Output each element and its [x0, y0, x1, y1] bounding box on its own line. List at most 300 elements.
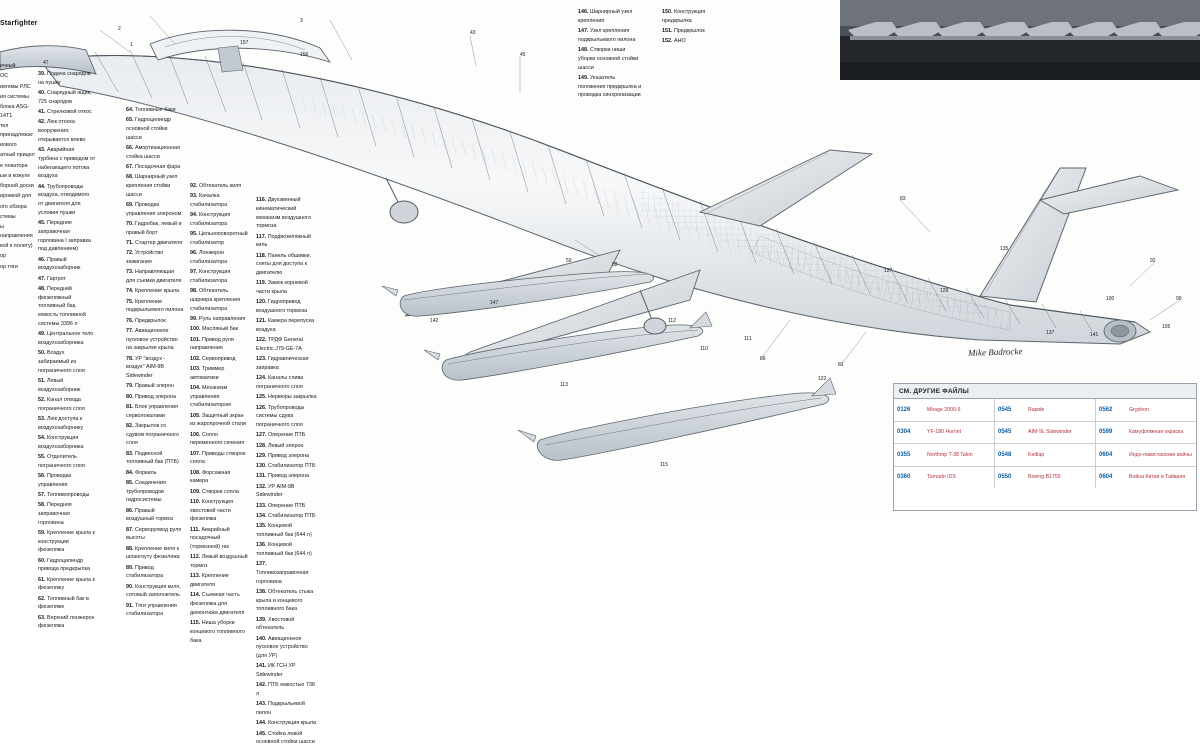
list-item-label: Нервюры закрылка [266, 394, 317, 401]
list-item [256, 355, 318, 373]
list-item: тел принадлежат [0, 123, 34, 138]
list-item-label: Форкиль [133, 469, 157, 476]
list-item-number: 151. [662, 28, 673, 34]
list-item [126, 526, 184, 544]
callout-number: 45 [520, 52, 526, 58]
list-item-label: Направляющая для съемки двигателя [126, 269, 182, 284]
table-row[interactable] [894, 422, 1196, 445]
list-item-number: 147. [578, 28, 589, 34]
list-item-label: Узел крепления подкрыльевого пилона [578, 28, 636, 43]
list-item-label: Канал отвода пограничного слоя [38, 396, 85, 412]
callout-number: 110 [700, 346, 708, 352]
list-item-label: Стабилизатор ПТБ [266, 463, 316, 469]
table-body [894, 399, 1196, 488]
file-name: Boeing B1755 [1028, 474, 1061, 481]
list-item-number: 105. [190, 412, 201, 419]
list-item-number: 138. [256, 588, 267, 595]
list-item-label: Отделитель пограничного слоя [38, 453, 85, 469]
list-item-number: 60. [38, 557, 46, 564]
list-item: ечный [0, 63, 16, 69]
list-item-label: Проводка управления [38, 472, 72, 488]
list-item-number: 85. [126, 479, 134, 486]
list-item-label: Аварийная турбина с приводом от набегающего потока воздуха [38, 147, 96, 180]
list-item-number: 114. [190, 592, 201, 599]
list-item [126, 545, 184, 563]
photo-inset [839, 0, 1200, 80]
list-item: иегемы РЛС [0, 83, 31, 90]
list-item-number: 83. [126, 450, 134, 457]
list-item-number: 42. [38, 119, 46, 126]
list-item-number: 139. [256, 616, 267, 623]
list-item-number: 67. [126, 164, 134, 170]
table-cell[interactable] [894, 399, 994, 421]
list-item-label: Верхний лонжерон фюзеляжа [38, 614, 95, 630]
list-item [190, 315, 248, 324]
callout-number: 43 [470, 30, 476, 36]
list-item-number: 61. [38, 576, 46, 583]
list-item-number: 133. [256, 502, 267, 509]
list-item-number: 106. [190, 431, 201, 438]
list-item [190, 431, 248, 449]
list-item: ыи в кожухе [0, 172, 31, 179]
list-item-label: Гидробак, левый и правый борт [126, 221, 182, 236]
list-item-number: 50. [38, 350, 46, 356]
list-item-number: 93. [190, 193, 198, 200]
list-item [38, 557, 96, 575]
list-item-number: 123. [256, 356, 267, 363]
list-item-label: Трубопроводы системы сдува пограничного слоя [256, 404, 305, 428]
list-item [256, 336, 318, 354]
list-item: ор тяги [0, 263, 18, 270]
list-item-number: 134. [256, 512, 267, 519]
file-code: 0126 [897, 406, 911, 413]
list-item-number: 51. [38, 377, 46, 384]
list-item-label: Стабилизатор ПТБ [266, 512, 316, 519]
list-item [126, 403, 184, 421]
list-item [126, 220, 184, 238]
file-name: AIM-9L Sidewinder [1028, 429, 1072, 436]
list-item-label: Обтекатель шарнира крепления стабилизатора [190, 288, 241, 312]
list-item-label: Гидроцилиндр основной стойки шасси [126, 117, 172, 141]
list-item-label: Снарядный ящик, 725 снарядов [38, 90, 92, 105]
list-item-label: Створки сопла [200, 488, 239, 495]
list-item-label: Предкрылок [133, 317, 166, 324]
list-item-label: Крепление крыла к конструкции фюзеляжа [38, 529, 95, 554]
list-item-number: 94. [190, 212, 198, 219]
list-item-number: 65. [126, 117, 134, 124]
list-item [256, 522, 318, 540]
callout-number: 123 [818, 376, 827, 382]
list-item [256, 681, 318, 699]
file-name: Mirage 2000-5 [927, 406, 961, 413]
list-item [126, 239, 184, 248]
table-row[interactable] [894, 399, 1196, 422]
list-item-number: 43. [38, 147, 46, 153]
list-item-number: 44. [38, 183, 46, 190]
list-item-number: 41. [38, 109, 46, 115]
list-item-label: Крепление крыла [133, 288, 180, 295]
callout-number: 3 [300, 18, 303, 24]
list-item [38, 377, 96, 395]
list-item-number: 96. [190, 250, 198, 257]
callout-number: 141 [1090, 332, 1099, 338]
list-item: ы направления [0, 224, 33, 239]
list-item [190, 211, 248, 229]
list-item-label: Левый элерон [266, 442, 304, 449]
list-item [190, 287, 248, 313]
list-item [38, 453, 96, 471]
list-item [190, 619, 248, 645]
annotation-column-2 [126, 106, 184, 621]
list-item-number: 63. [38, 614, 46, 621]
list-item-label: Сопло переменного сечения [190, 431, 245, 447]
list-item-number: 92. [190, 183, 198, 189]
list-item [38, 529, 96, 555]
list-item [190, 488, 248, 497]
list-item-number: 97. [190, 269, 198, 276]
list-item: ия системы [0, 93, 29, 100]
list-item-label: Воздух забираемый из пограничного слоя [38, 350, 85, 374]
list-item [38, 396, 96, 414]
list-item-label: Шарнирный узел крепления стойки шасси [126, 174, 178, 198]
list-item-label: Левый воздухозаборник [38, 377, 81, 393]
list-item [126, 163, 184, 172]
list-item-label: Двухзвенный кинематический механизм воздушного тормоза [256, 197, 311, 230]
list-item [256, 588, 318, 614]
list-item-number: 145. [256, 730, 267, 737]
list-item-label: Шарнирный узел крепления [578, 9, 633, 24]
table-header: СМ. ДРУГИЕ ФАЙЛЫ [894, 384, 1196, 399]
list-item [256, 462, 318, 471]
list-item-label: Крепление киля к шпангоуту фюзеляжа [126, 545, 180, 561]
list-item [126, 287, 184, 296]
list-item [126, 268, 184, 286]
list-item-number: 137. [256, 561, 267, 567]
list-item-label: Крепление крыла к фюзеляжу [38, 576, 95, 592]
list-item [126, 355, 184, 381]
list-item-label: Съемная часть фюзеляжа для демонтажа двигателя [190, 592, 245, 616]
list-item-label: Конструкция стабилизатора [190, 212, 231, 227]
list-item [578, 46, 644, 72]
list-item-number: 91. [126, 602, 134, 609]
list-item [256, 541, 318, 559]
table-cell[interactable] [995, 467, 1095, 489]
list-item [190, 412, 248, 430]
list-item-number: 125. [256, 394, 267, 401]
list-item [662, 37, 722, 46]
list-item [578, 74, 644, 100]
list-item [126, 422, 184, 448]
list-item [38, 614, 96, 632]
list-item-number: 135. [256, 523, 267, 529]
list-item [38, 576, 96, 594]
table-cell[interactable] [1096, 444, 1196, 466]
list-item: е локатора [0, 162, 28, 169]
list-item-label: УР AIM-9B Sidewinder [256, 483, 295, 499]
list-item-number: 111. [190, 526, 200, 533]
callout-number: 92 [1150, 258, 1156, 264]
callout-number: 105 [1162, 324, 1171, 330]
list-item-label: Предкрылок [672, 28, 705, 34]
list-item [38, 330, 96, 348]
list-item-number: 45. [38, 220, 46, 226]
list-item-label: Привод элерона [266, 473, 309, 480]
list-item-label: Створки ниши уборки основной стойки шасси [578, 47, 639, 71]
file-code: 0550 [998, 474, 1012, 481]
table-cell[interactable] [995, 444, 1095, 466]
table-cell[interactable] [1096, 422, 1196, 444]
file-name: Northrop T-38 Talon [927, 451, 973, 458]
list-item-label: Топливный бак в фюзеляже [38, 595, 89, 611]
list-item [38, 89, 96, 107]
callout-number: 100 [1106, 296, 1115, 302]
list-item-number: 142. [256, 682, 267, 689]
list-item [38, 275, 96, 284]
list-item-number: 100. [190, 326, 201, 333]
artist-signature: Mike Badrocke [967, 346, 1023, 358]
file-name: Kedlap [1028, 451, 1045, 458]
list-item [126, 507, 184, 525]
table-cell[interactable] [1096, 467, 1196, 489]
annotation-column-5 [578, 8, 644, 102]
list-item-label: Амортизационная стойка шасси [126, 145, 181, 160]
list-item [38, 415, 96, 433]
list-item [38, 491, 96, 500]
list-item-label: Конструкция стабилизатора [190, 269, 231, 284]
list-item-number: 152. [662, 38, 673, 45]
list-item-number: 122. [256, 337, 267, 344]
list-item-number: 110. [190, 498, 201, 505]
list-item [256, 298, 318, 316]
list-item-label: Топливозаправочная горловина [256, 569, 309, 585]
callout-number: 156 [300, 52, 309, 58]
table-cell[interactable] [1096, 399, 1196, 421]
callout-number: 127 [884, 268, 893, 274]
list-item [38, 472, 96, 490]
list-item [256, 431, 318, 440]
callout-number: 83 [900, 196, 906, 202]
file-name: YF-180 Hornet [927, 429, 962, 436]
list-item-number: 59. [38, 529, 46, 536]
list-item-label: Соединения трубопроводов гидросистемы [126, 479, 166, 504]
callout-number: 62 [612, 262, 618, 268]
list-item-label: Конструкция крыла [266, 720, 317, 727]
table-cell[interactable] [894, 444, 994, 466]
list-item-number: 70. [126, 221, 134, 227]
list-item-number: 120. [256, 299, 267, 306]
list-item-label: Конструкция предкрылка [662, 9, 706, 24]
list-item [126, 469, 184, 478]
list-item [256, 502, 318, 511]
list-item-number: 40. [38, 90, 46, 96]
list-item-label: Подкрыльевой пилон [256, 701, 305, 716]
list-item-number: 95. [190, 231, 198, 238]
list-item [256, 483, 318, 501]
list-item-number: 101. [190, 336, 201, 343]
list-item-label: Форсажная камера [190, 469, 231, 485]
list-item-number: 129. [256, 452, 267, 459]
list-item-label: Топливные баки [133, 107, 176, 113]
list-item-number: 68. [126, 174, 134, 181]
list-item-number: 86. [126, 507, 134, 514]
callout-number: 47 [43, 60, 49, 66]
callout-number: 2 [118, 26, 121, 32]
list-item-number: 71. [126, 240, 134, 246]
callout-number: 135 [1000, 246, 1009, 252]
list-item-number: 150. [662, 9, 673, 15]
callout-number: 157 [240, 40, 249, 46]
list-item-label: Руль направления [197, 316, 246, 322]
list-item-label: Передняя заправочная горловина I заправка под давлением) [38, 220, 91, 253]
list-item-number: 69. [126, 202, 134, 208]
list-item [38, 183, 96, 218]
list-item: блока ASG-14T1 [0, 104, 30, 119]
list-item-number: 48. [38, 285, 46, 292]
list-item [256, 635, 318, 661]
list-item-number: 126. [256, 404, 267, 411]
list-item [256, 730, 318, 748]
annotation-column-6 [662, 8, 722, 48]
list-item-label: Правый воздушный тормоз [126, 507, 174, 523]
callout-number: 111 [744, 336, 752, 342]
list-item-number: 102. [190, 355, 201, 362]
list-item-label: Лонжерон стабилизатора [190, 250, 228, 265]
list-item [256, 393, 318, 402]
list-item-number: 82. [126, 422, 134, 429]
list-item: ОС [0, 73, 9, 80]
list-item-label: Указатель положения предкрылка и проводка синхронизации [578, 74, 642, 99]
table-row[interactable] [894, 444, 1196, 467]
list-item [38, 108, 96, 117]
list-item-number: 140. [256, 635, 267, 642]
list-item [256, 512, 318, 521]
list-item [126, 602, 184, 620]
annotation-column-0 [0, 62, 36, 273]
list-item [126, 116, 184, 142]
list-item-label: Правый воздухозаборник [38, 256, 81, 272]
list-item-label: Устройство зажигания [126, 250, 164, 265]
list-item-number: 78. [126, 355, 134, 362]
list-item-number: 76. [126, 317, 134, 324]
table-cell[interactable] [894, 467, 994, 489]
list-item-number: 53. [38, 415, 46, 422]
list-item [256, 252, 318, 278]
list-item-label: Конструкция воздухозаборника [38, 434, 84, 450]
list-item-number: 127. [256, 432, 267, 439]
list-item [190, 325, 248, 334]
file-code: 0562 [1099, 406, 1113, 413]
list-item [38, 595, 96, 613]
list-item-label: Центральное тело воздухозаборника [38, 331, 94, 346]
list-item [126, 479, 184, 505]
list-item-label: Привод стабилизатора [126, 564, 164, 580]
list-item [190, 384, 248, 410]
list-item-number: 141. [256, 663, 267, 670]
list-item-number: 124. [256, 375, 267, 382]
list-item-number: 55. [38, 453, 46, 460]
list-item [126, 144, 184, 162]
list-item [190, 192, 248, 210]
list-item-number: 90. [126, 583, 134, 590]
list-item-number: 119. [256, 280, 267, 287]
list-item [38, 219, 96, 254]
list-item [256, 196, 318, 231]
list-item-number: 88. [126, 545, 134, 552]
list-item [190, 572, 248, 590]
file-name: Gryphon [1129, 406, 1149, 413]
list-item-label: Серворупвод руля высоты [126, 526, 182, 542]
list-item-label: Гаргрот [45, 275, 66, 282]
callout-number: 1 [130, 42, 133, 48]
file-name: Rapide [1028, 406, 1045, 413]
list-item-label: Авиационное пусковое устройство (для УР) [256, 635, 308, 659]
table-cell[interactable] [995, 422, 1095, 444]
list-item: ировкой для [0, 193, 32, 200]
table-cell[interactable] [894, 422, 994, 444]
list-item-label: Панель обшивки, сняты для доступа к двигателю [256, 252, 311, 276]
callout-number: 147 [490, 300, 499, 306]
list-item [38, 501, 96, 527]
list-item-number: 58. [38, 502, 46, 508]
list-item [190, 469, 248, 487]
list-item [256, 233, 318, 251]
list-item-number: 73. [126, 269, 134, 276]
list-item-number: 121. [256, 318, 267, 325]
file-name: Война Китая и Тайваня [1129, 474, 1186, 481]
callout-number: 137 [1046, 330, 1055, 336]
list-item-number: 131. [256, 473, 267, 480]
list-item-number: 116. [256, 197, 267, 203]
annotation-column-3 [190, 182, 248, 647]
list-item-number: 118. [256, 252, 267, 259]
list-item-label: Люк отсека вооружения, открывается влево [38, 119, 86, 143]
list-item [126, 201, 184, 219]
table-cell[interactable] [995, 399, 1095, 421]
list-item [38, 256, 96, 274]
list-item-number: 77. [126, 327, 134, 334]
list-item-label: Подвесной топливный бак (ПТБ) [126, 450, 179, 466]
table-row[interactable] [894, 467, 1196, 489]
list-item-label: Масляный бак [200, 326, 238, 333]
list-item-number: 74. [126, 288, 134, 295]
list-item-label: Гидроцилиндр привода предкрылка [38, 557, 91, 573]
list-item-number: 52. [38, 396, 46, 403]
list-item-label: Привод элерона [266, 452, 309, 459]
list-item [256, 374, 318, 392]
list-item [190, 498, 248, 524]
list-item-label: Оперение ПТБ [266, 432, 306, 439]
list-item-label: Качалка стабилизатора [190, 193, 228, 208]
file-code: 0360 [897, 474, 911, 481]
list-item [38, 349, 96, 375]
list-item-label: Гидравлическая заправка [256, 356, 309, 371]
list-item-label: Трубопроводы воздуха, отводимого от двигателя для условия пушки [38, 183, 90, 216]
list-item-number: 62. [38, 595, 46, 602]
list-item-label: Блок управления серволокалами [126, 403, 178, 419]
callout-number: 113 [560, 382, 568, 388]
file-code: 0545 [998, 406, 1012, 413]
list-item-number: 130. [256, 463, 267, 469]
list-item-label: Конструкция хвостовой части фюзеляжа [190, 498, 233, 523]
annotation-column-4 [256, 196, 318, 749]
file-code: 0355 [897, 451, 911, 458]
list-item-label: Передний фюзеляжный топливный бак, емкость топливной системы 3396 л [38, 285, 86, 327]
list-item-number: 132. [256, 483, 267, 490]
file-code: 0604 [1099, 451, 1113, 458]
list-item-number: 80. [126, 393, 134, 400]
list-item-label: УР "воздух - воздух" AIM-9B Sidewinder [126, 355, 166, 379]
list-item-label: Обтекатель киля [197, 183, 242, 189]
